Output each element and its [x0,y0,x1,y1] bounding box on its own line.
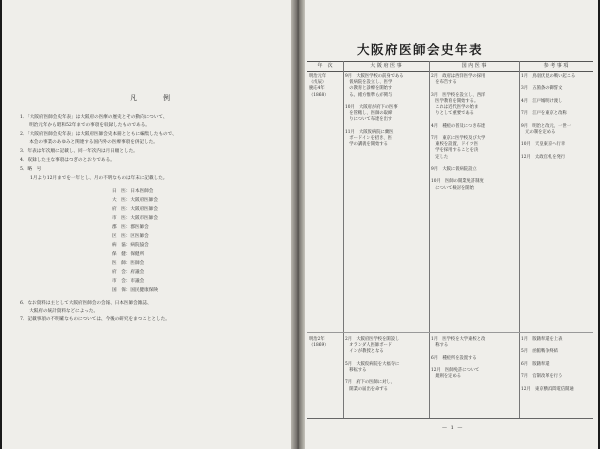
note-line: 1．「大阪府医師会史年表」は大阪府の医療の歴史とその動向について、 [20,115,168,120]
note-line: 明治元年から昭和52年までの事項を収録したものである。 [20,123,150,128]
year-divider [307,332,593,333]
domestic-events-cell: 2月 政府は西洋医学の採用 を布告する 3月 医学校を設立し、西洋 医学教育を開始する。 これは近代医学の始ま りとして重要である 4月 種痘の普及につき布達 7月 東京に医学校及び大学 東校を設置、ドイツ医 学を採用することを決 定した 9月 大阪に仮病院設立 10月 医師の開業免許制度 について検討を開始 [431,74,486,191]
abbreviation-item: 市 会：市議会 [112,279,145,284]
abbreviation-item: 医 師：医師会 [112,261,145,266]
note-line: 本会の事業のあゆみと関連する国内外の医療事項を併記した。 [20,140,158,145]
abbreviation-item: 郡 医：郡医師会 [112,225,149,230]
year-cell: 明治2年 （1869） [309,337,329,349]
book-gutter [291,0,305,449]
abbreviation-item: 大 医：大阪府医師会 [112,198,158,203]
column-divider [343,61,344,418]
note-line: 3．年表は年次順に記載し、同一年次内は月日順とした。 [20,149,138,154]
osaka-events-cell: 9月 大阪医学校の前身である 仮病院を設立し、医学 の教育と診療を開始す る。緒方惟準らが関与 10月 大阪府が府下の医事 を管轄し、医師の取締 りについて布達を出す 11月 大阪仮病院に蘭医 ボードインを招き、医 学の講義を開始する [345,74,404,148]
abbreviation-item: 府 会：府議会 [112,270,145,275]
note-line: 6．なお資料は主として大阪府医師会の会報、日本医師会雑誌、 [20,301,152,306]
abbreviation-item: 国 保：国民健康保険 [112,288,158,293]
left-page-title: 凡 例 [130,94,174,102]
abbreviation-item: 府 医：大阪府医師会 [112,207,158,212]
note-line: 7．記載事項の不明確なものについては、今後の研究をまつこととした。 [20,317,170,322]
abbreviation-item: 保 健：保健所 [112,252,145,257]
domestic-events-cell: 1月 医学校を大学東校と改 称する 6月 種痘所を設置する 12月 医師免許について 規則を定める [431,337,486,380]
note-line: 2．「大阪府医師会史年表」は大阪府医師会史本冊とともに編集したもので、 [20,132,177,137]
osaka-events-cell: 2月 大阪府医学校を開設し オランダ人医師ボード インが教授となる 5月 大阪仮病院を大福寺に 移転する 7月 府下の医師に対し、 開業の届出を命ずる [345,337,400,392]
abbr-intro: 1月より12月までを一年とし、月の不明なものは年末に記載した。 [30,176,168,181]
abbreviation-item: 区 医：区医師会 [112,234,149,239]
page-title: 大阪府医師会史年表 [357,42,484,57]
header-osaka-medical: 大 阪 府 医 事 [343,61,429,72]
year-cell: 明治元年 （戊辰） 慶応4年 （1868） [309,74,329,98]
header-reference: 参 考 事 項 [519,61,593,72]
table-bottom-rule [307,418,593,419]
abbreviation-item: 病 協：病院協会 [112,243,149,248]
note-line: 大阪府の統計資料などによった。 [20,309,99,314]
note-line: 4．収録した主な事項はつぎのとおりである。 [20,158,115,163]
abbreviation-item: 市 医：大阪市医師会 [112,216,158,221]
left-page [2,0,292,449]
column-divider [429,61,430,418]
page-number: — 1 — [442,425,464,431]
column-divider [519,61,520,418]
reference-events-cell: 1月 版籍奉還を上表 5月 函館戦争終結 6月 版籍奉還 7月 官制改革を行う 12月 東京横浜間電信開通 [521,337,574,392]
reference-events-cell: 1月 鳥羽伏見の戦い起こる 3月 五箇条の御誓文 4月 江戸城明け渡し 7月 江戸を東京と改称 9月 明治と改元、一世一 元の制を定める 10月 天皇東京へ行幸 12月 太政官札を発行 [521,74,576,160]
note-line: 5．略 号 [20,167,42,172]
right-page [305,0,598,449]
abbreviation-item: 日 医：日本医師会 [112,189,154,194]
header-domestic-medical: 国 内 医 事 [429,61,519,72]
header-year: 年 次 [307,61,343,72]
